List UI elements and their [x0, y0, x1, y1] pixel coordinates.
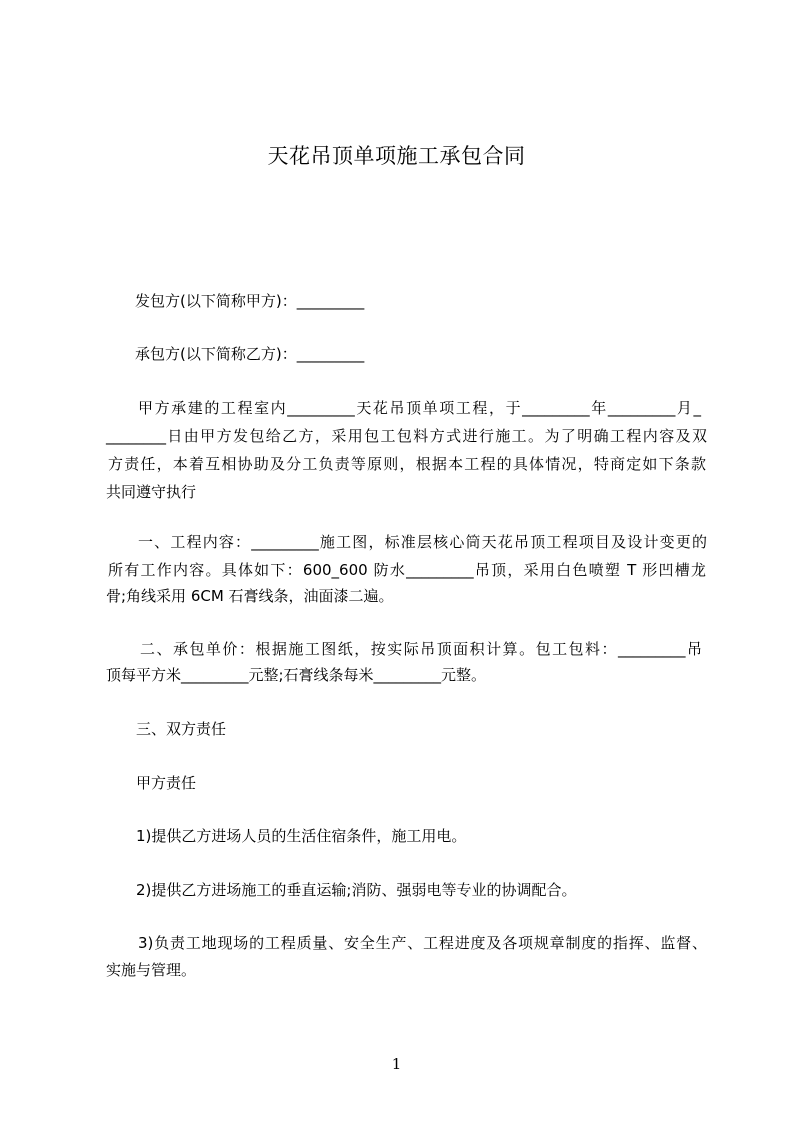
intro-line-3: 方责任，本着互相协助及分工负责等原则，根据本工程的具体情况，特商定如下条款	[108, 455, 706, 473]
employer-party-line: 发包方(以下简称甲方)：_________	[135, 292, 365, 310]
section-1-line-3: 骨;角线采用 6CM 石膏线条，油面漆二遍。	[106, 587, 394, 605]
intro-line-2: ________日由甲方发包给乙方，采用包工包料方式进行施工。为了明确工程内容及双	[106, 427, 707, 445]
contractor-party-line: 承包方(以下简称乙方)：_________	[135, 345, 365, 363]
section-2-line-2: 顶每平方米_________元整;石膏线条每米_________元整。	[106, 666, 487, 684]
section-1-line-1: 一、工程内容：_________施工图，标准层核心筒天花吊顶工程项目及设计变更的	[138, 533, 707, 551]
responsibility-item-3-line-1: 3)负责工地现场的工程质量、安全生产、工程进度及各项规章制度的指挥、监督、	[138, 934, 707, 952]
responsibility-item-3-line-2: 实施与管理。	[106, 961, 197, 979]
page-number: 1	[391, 1055, 402, 1073]
intro-line-4: 共同遵守执行	[106, 483, 197, 501]
intro-line-1: 甲方承建的工程室内_________天花吊顶单项工程，于_________年_________月_	[138, 399, 701, 417]
employer-responsibility-heading: 甲方责任	[136, 774, 197, 792]
section-1-line-2: 所有工作内容。具体如下：600_600 防水_________吊顶，采用白色喷塑 T 形凹槽龙	[108, 561, 706, 579]
document-title: 天花吊顶单项施工承包合同	[267, 144, 526, 168]
responsibility-item-2: 2)提供乙方进场施工的垂直运输;消防、强弱电等专业的协调配合。	[136, 881, 577, 899]
section-3-heading: 三、双方责任	[136, 720, 227, 738]
section-2-line-1: 二、承包单价：根据施工图纸，按实际吊顶面积计算。包工包料：_________吊	[140, 640, 702, 658]
responsibility-item-1: 1)提供乙方进场人员的生活住宿条件，施工用电。	[136, 827, 467, 845]
